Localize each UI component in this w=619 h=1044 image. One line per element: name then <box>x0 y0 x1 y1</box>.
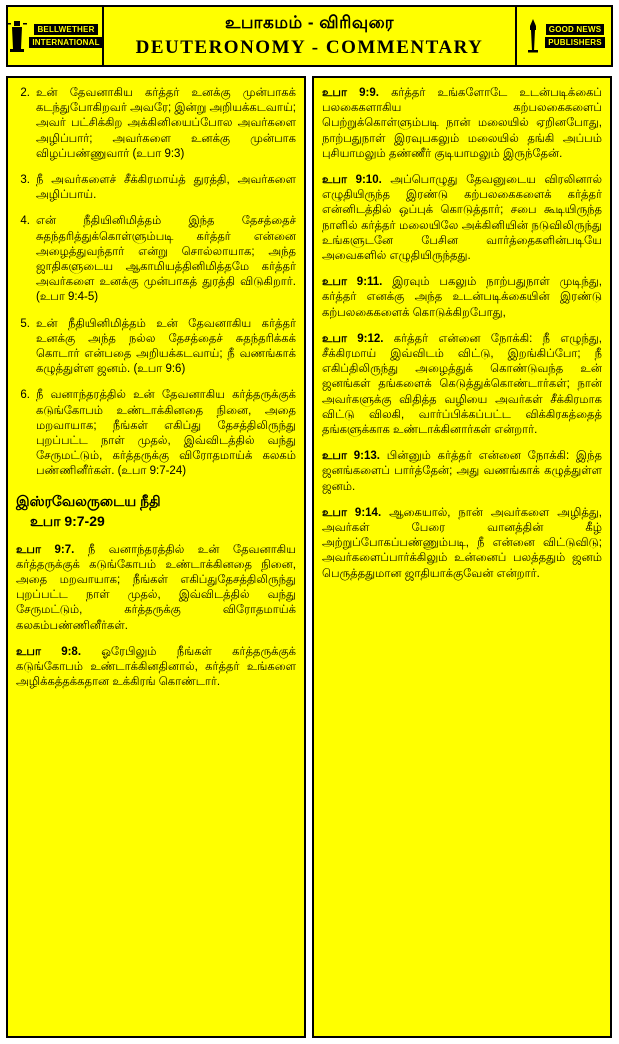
verse-reference: உபா 9:11. <box>322 276 383 289</box>
verse-text: கர்த்தர் உங்களோடே உடன்படிக்கைப் பலகைகளாகிய கற்பலகைகளைப் பெற்றுக்கொள்ளும்படி நான் மலையில் ஏறினபோது, நாற்பதுநாள் இரவுபகலும் மலையில் தங்கி அப்பம் புசியாமலும் தண்ணீர் குடியாமலும் இருந்தேன். <box>322 87 602 160</box>
right-column <box>312 76 612 1038</box>
verse-text: இரவும் பகலும் நாற்பதுநாள் முடிந்து, கர்த்தர் எனக்கு அந்த உடன்படிக்கையின் இரண்டு கற்பலகைகளைக் கொடுக்கிறபோது, <box>322 276 602 319</box>
good-news-publishers-logo <box>515 7 611 65</box>
logo-line1: BELLWETHER <box>34 24 97 35</box>
list-item <box>16 86 296 162</box>
title-english: DEUTERONOMY - COMMENTARY <box>135 37 484 58</box>
list-item-text: நீ வனாந்தரத்தில் உன் தேவனாகிய கர்த்தருக்குக் கடுங்கோபம் உண்டாக்கினதை நினை, அதை மறவாயாக; நீங்கள் எகிப்து தேசத்திலிருந்து புறப்பட்ட நாள் முதல், இவ்விடத்தில் வந்து சேருமட்டும், கர்த்தருக்கு விரோதமாய்க் கலகம் பண்ணினீர்கள். (உபா 9:7-24) <box>36 389 296 478</box>
verse-text: ஓரேபிலும் நீங்கள் கர்த்தருக்குக் கடுங்கோபம் உண்டாக்கினதினால், கர்த்தர் உங்களை அழிக்கத்தக்கதான உக்கிரங் கொண்டார். <box>16 645 296 689</box>
verse-reference: உபா 9:14. <box>322 506 382 519</box>
verse-paragraph <box>322 332 602 438</box>
section-reference: உபா 9:7-29 <box>30 512 105 529</box>
verse-text: கர்த்தர் என்னை நோக்கி: நீ எழுந்து, சீக்கிரமாய் இவ்விடம் விட்டு, இறங்கிப்போ; நீ எகிப்திலிருந்து அழைத்துக் கொண்டுவந்த உன் ஜனங்கள் தங்களைக் கெடுத்துக்கொண்டார்கள்; நான் அவர்களுக்கு விதித்த வழியை அவர்கள் சீக்கிரமாக விட்டு விலகி, வார்ப்பிக்கப்பட்ட விக்கிரகத்தைத் தங்களுக்காக உண்டாக்கினார்கள் என்றார். <box>322 332 603 437</box>
verse-paragraph <box>16 645 296 691</box>
verse-paragraph <box>322 275 602 321</box>
verse-text: நீ வனாந்தரத்தில் உன் தேவனாகிய கர்த்தருக்குக் கடுங்கோபம் உண்டாக்கினதை நினை, அதை மறவாயாக; நீங்கள் எகிப்துதேசத்திலிருந்து புறப்பட்ட நாள் முதல், இவ்விடத்தில் வந்து சேருமட்டும், கர்த்தருக்கு விரோதமாய்க் கலகம்பண்ணினீர்கள். <box>16 543 297 632</box>
verse-text: அப்பொழுது தேவனுடைய விரலினால் எழுதியிருந்த இரண்டு கற்பலகைகளைக் கர்த்தர் என்னிடத்தில் ஒப்புக் கொடுத்தார்; சபை கூடியிருந்த நாளில் கர்த்தர் மலையிலே அக்கினியின் நடுவிலிருந்து உங்களுடனே பேசின வார்த்தைகளின்படியே அவைகளில் எழுதியிருந்தது. <box>322 174 602 263</box>
logo-line2: PUBLISHERS <box>545 37 605 48</box>
list-item <box>16 173 296 203</box>
list-item <box>16 388 296 479</box>
verse-reference: உபா 9:7. <box>16 543 75 556</box>
page-header <box>6 5 613 67</box>
list-item-number: 6. <box>20 389 30 402</box>
section-heading <box>16 491 296 531</box>
verse-reference: உபா 9:13. <box>322 450 380 463</box>
list-item-number: 4. <box>20 215 30 228</box>
bellwether-international-logo <box>8 7 104 65</box>
verse-text: பின்னும் கர்த்தர் என்னை நோக்கி: இந்த ஜனங்களைப் பார்த்தேன்; அது வணங்காக் கழுத்துள்ள ஜனம். <box>322 450 602 493</box>
list-item-text: உன் தேவனாகிய கர்த்தர் உனக்கு முன்பாகக் கடந்துபோகிறவர் அவரே; இன்று அறியக்கடவாய்; அவர் பட்சிக்கிற அக்கினியைப்போல அவர்களை அழிப்பார்; அவர்களை உனக்கு முன்பாக விழப்பண்ணுவார் (உபா 9:3) <box>36 87 296 160</box>
content-columns <box>6 76 613 1038</box>
list-item-number: 5. <box>20 317 30 330</box>
verse-text: ஆகையால், நான் அவர்களை அழித்து, அவர்கள் பேரை வானத்தின் கீழ் அற்றுப்போகப்பண்ணும்படி, நீ என்னை விட்டுவிடு; அவர்களைப்பார்க்கிலும் உன்னைப் பலத்ததும் ஜனம் பெருத்ததுமான ஜாதியாக்குவேன் என்றார். <box>322 506 602 580</box>
title-tamil: உபாகமம் - விரிவுரை <box>224 13 394 32</box>
verse-reference: உபா 9:12. <box>322 332 384 345</box>
list-item-text: உன் நீதியினிமித்தம் உன் தேவனாகிய கர்த்தர் உனக்கு அந்த நல்ல தேசத்தைச் சுதந்தரிக்கக் கொடார் என்பதை அறியக்கடவாய்; நீ வணங்காக் கழுத்துள்ள ஜனம். (உபா 9:6) <box>36 317 296 376</box>
verse-paragraph <box>16 543 296 634</box>
list-item <box>16 214 296 305</box>
left-column <box>6 76 306 1038</box>
logo-line1: GOOD NEWS <box>546 24 604 35</box>
verse-reference: உபா 9:9. <box>322 87 379 99</box>
list-item-number: 2. <box>20 87 30 99</box>
torch-icon <box>523 19 543 53</box>
list-item-text: என் நீதியினிமித்தம் இந்த தேசத்தைச் சுதந்தரித்துக்கொள்ளும்படி கர்த்தர் என்னை அழைத்துவந்தார் என்று சொல்லாயாக; அந்த ஜாதிகளுடைய ஆகாமியத்தினிமித்தமே கர்த்தர் அவர்களை உனக்கு முன்பாகத் துரத்தி விடுகிறார். (உபா 9:4-5) <box>36 215 296 304</box>
logo-line2: INTERNATIONAL <box>29 37 102 48</box>
verse-paragraph <box>322 506 602 582</box>
verse-reference: உபா 9:10. <box>322 174 382 187</box>
lighthouse-icon <box>7 19 27 53</box>
section-title: இஸ்ரவேலருடைய நீதி <box>16 492 161 509</box>
list-item-number: 3. <box>20 174 30 187</box>
list-item <box>16 317 296 378</box>
verse-paragraph <box>322 86 602 162</box>
verse-paragraph <box>322 449 602 495</box>
page-title <box>104 7 515 65</box>
verse-paragraph <box>322 173 602 264</box>
verse-reference: உபா 9:8. <box>16 645 82 658</box>
list-item-text: நீ அவர்களைச் சீக்கிரமாய்த் துரத்தி, அவர்களை அழிப்பாய். <box>36 174 296 202</box>
